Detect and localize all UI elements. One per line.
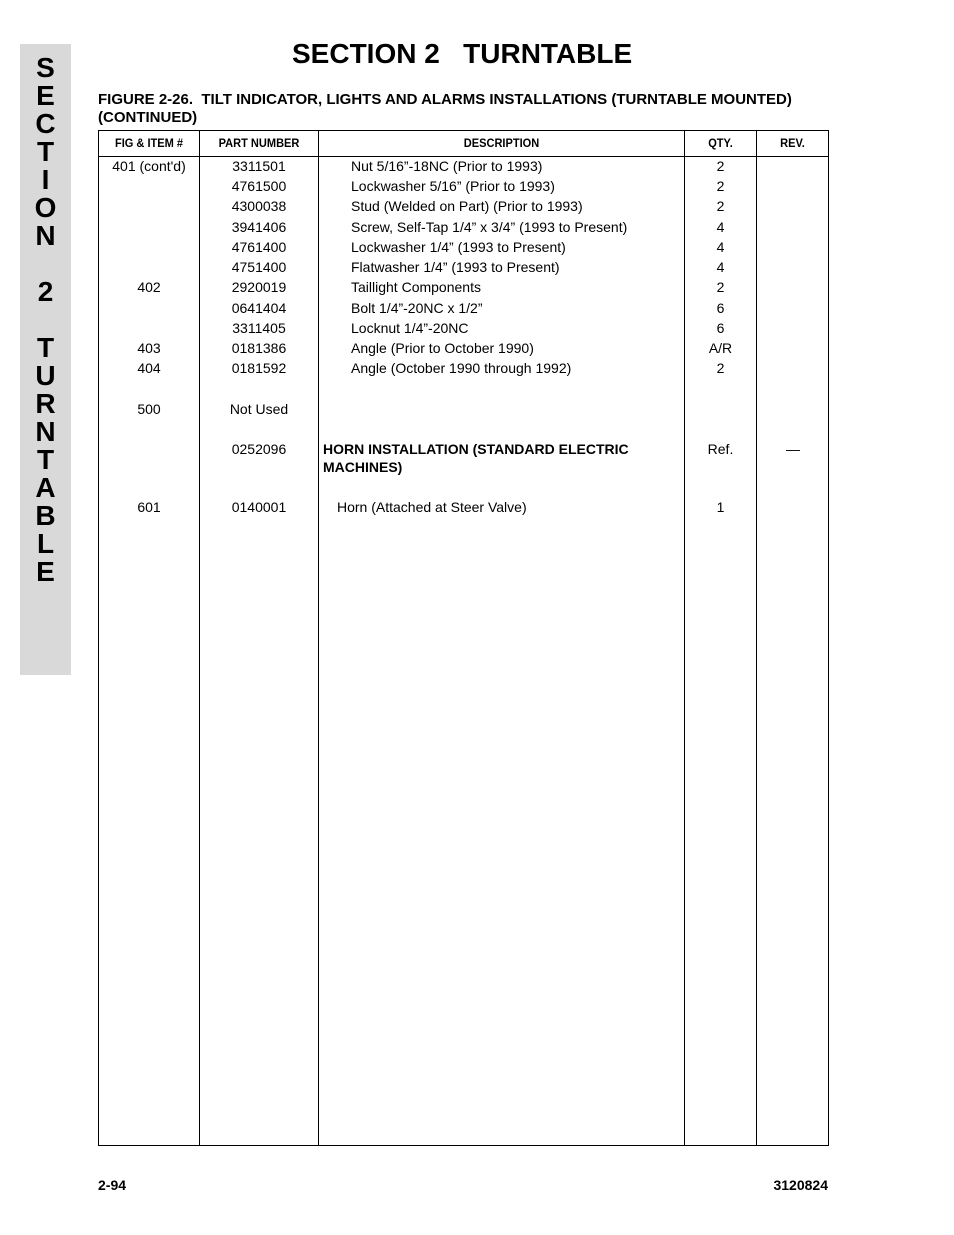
header-part-number: PART NUMBER <box>218 136 300 150</box>
table-row <box>99 400 828 420</box>
cell-fig-item: 601 <box>137 499 161 515</box>
cell-description: Locknut 1/4”-20NC <box>351 320 469 336</box>
cell-fig-item: 500 <box>137 401 161 417</box>
cell-part-number: 0181592 <box>231 360 287 376</box>
cell-fig-item: 403 <box>137 340 161 356</box>
cell-part-number: 0140001 <box>231 499 287 515</box>
cell-qty: Ref. <box>707 441 734 457</box>
cell-qty: A/R <box>708 340 733 356</box>
side-tab-letter: 2 <box>37 276 54 307</box>
figure-title: FIGURE 2-26. TILT INDICATOR, LIGHTS AND ALARMS INSTALLATIONS (TURNTABLE MOUNTED) (CONTINUED) <box>98 91 792 126</box>
table-row <box>99 157 828 177</box>
document-number: 3120824 <box>773 1177 828 1193</box>
cell-qty: 2 <box>716 158 725 174</box>
table-row <box>99 197 828 217</box>
page-number: 2-94 <box>98 1177 127 1193</box>
cell-qty: 6 <box>716 300 725 316</box>
side-tab-letter: L <box>36 528 55 559</box>
cell-rev: — <box>786 441 800 457</box>
header-qty: QTY. <box>708 136 733 150</box>
cell-fig-item: 401 (cont'd) <box>112 158 186 174</box>
side-tab-letter: S <box>36 52 55 83</box>
cell-description: Flatwasher 1/4” (1993 to Present) <box>351 259 560 275</box>
cell-qty: 2 <box>716 360 725 376</box>
table-row <box>99 339 828 359</box>
cell-qty: 4 <box>716 239 725 255</box>
cell-description: Taillight Components <box>351 279 481 295</box>
header-rev: REV. <box>780 136 805 150</box>
table-row <box>99 299 828 319</box>
side-tab-letter: C <box>35 108 56 139</box>
cell-qty: 2 <box>716 178 725 194</box>
table-row <box>99 359 828 379</box>
cell-qty: 2 <box>716 198 725 214</box>
side-tab-letter: N <box>35 220 56 251</box>
side-tab-letter: E <box>36 80 55 111</box>
cell-part-number: 0181386 <box>231 340 287 356</box>
cell-description: Horn (Attached at Steer Valve) <box>337 499 527 515</box>
cell-qty: 6 <box>716 320 725 336</box>
cell-part-number: 4761500 <box>231 178 287 194</box>
section-side-tab <box>20 44 71 675</box>
cell-description: Stud (Welded on Part) (Prior to 1993) <box>351 198 583 214</box>
cell-part-number: 3941406 <box>231 219 287 235</box>
side-tab-letter: E <box>36 556 55 587</box>
cell-description: Angle (Prior to October 1990) <box>351 340 534 356</box>
cell-part-number: 3311405 <box>232 320 286 336</box>
side-tab-letter: R <box>35 388 56 419</box>
cell-fig-item: 404 <box>137 360 161 376</box>
cell-part-number: 4300038 <box>231 198 287 214</box>
cell-qty: 2 <box>716 279 725 295</box>
side-tab-letter: T <box>36 136 55 167</box>
cell-description: Bolt 1/4”-20NC x 1/2” <box>351 300 483 316</box>
side-tab-letter: I <box>41 164 50 195</box>
side-tab-letter: T <box>36 444 55 475</box>
side-tab-letter: T <box>36 332 55 363</box>
cell-qty: 1 <box>716 499 725 515</box>
parts-table <box>98 130 829 1146</box>
side-tab-letter: B <box>35 500 56 531</box>
side-tab-letter: N <box>35 416 56 447</box>
table-row <box>99 440 828 480</box>
side-tab-letter: O <box>34 192 57 223</box>
cell-qty: 4 <box>716 259 725 275</box>
cell-description: Lockwasher 1/4” (1993 to Present) <box>351 239 566 255</box>
header-description: DESCRIPTION <box>463 136 540 150</box>
cell-description: Nut 5/16”-18NC (Prior to 1993) <box>351 158 543 174</box>
cell-part-number: 4751400 <box>231 259 287 275</box>
table-row <box>99 498 828 518</box>
cell-part-number: 2920019 <box>231 279 287 295</box>
cell-description: Angle (October 1990 through 1992) <box>351 360 572 376</box>
cell-description: HORN INSTALLATION (STANDARD ELECTRIC MACHINES) <box>323 441 629 475</box>
cell-part-number: 0641404 <box>231 300 287 316</box>
cell-fig-item: 402 <box>137 279 161 295</box>
table-row <box>99 258 828 278</box>
table-row <box>99 177 828 197</box>
table-row <box>99 238 828 258</box>
cell-part-number: 4761400 <box>231 239 287 255</box>
side-tab-letter: A <box>35 472 56 503</box>
cell-description: Screw, Self-Tap 1/4” x 3/4” (1993 to Present) <box>351 219 628 235</box>
section-title: SECTION 2 TURNTABLE <box>292 38 633 69</box>
table-row <box>99 218 828 238</box>
cell-part-number: 0252096 <box>231 441 287 457</box>
side-tab-letter: U <box>35 360 56 391</box>
table-row <box>99 278 828 298</box>
table-row <box>99 319 828 339</box>
cell-part-number: 3311501 <box>232 158 286 174</box>
cell-description: Lockwasher 5/16” (Prior to 1993) <box>351 178 555 194</box>
cell-qty: 4 <box>716 219 725 235</box>
header-fig-item: FIG & ITEM # <box>114 136 184 150</box>
cell-part-number: Not Used <box>229 401 289 417</box>
